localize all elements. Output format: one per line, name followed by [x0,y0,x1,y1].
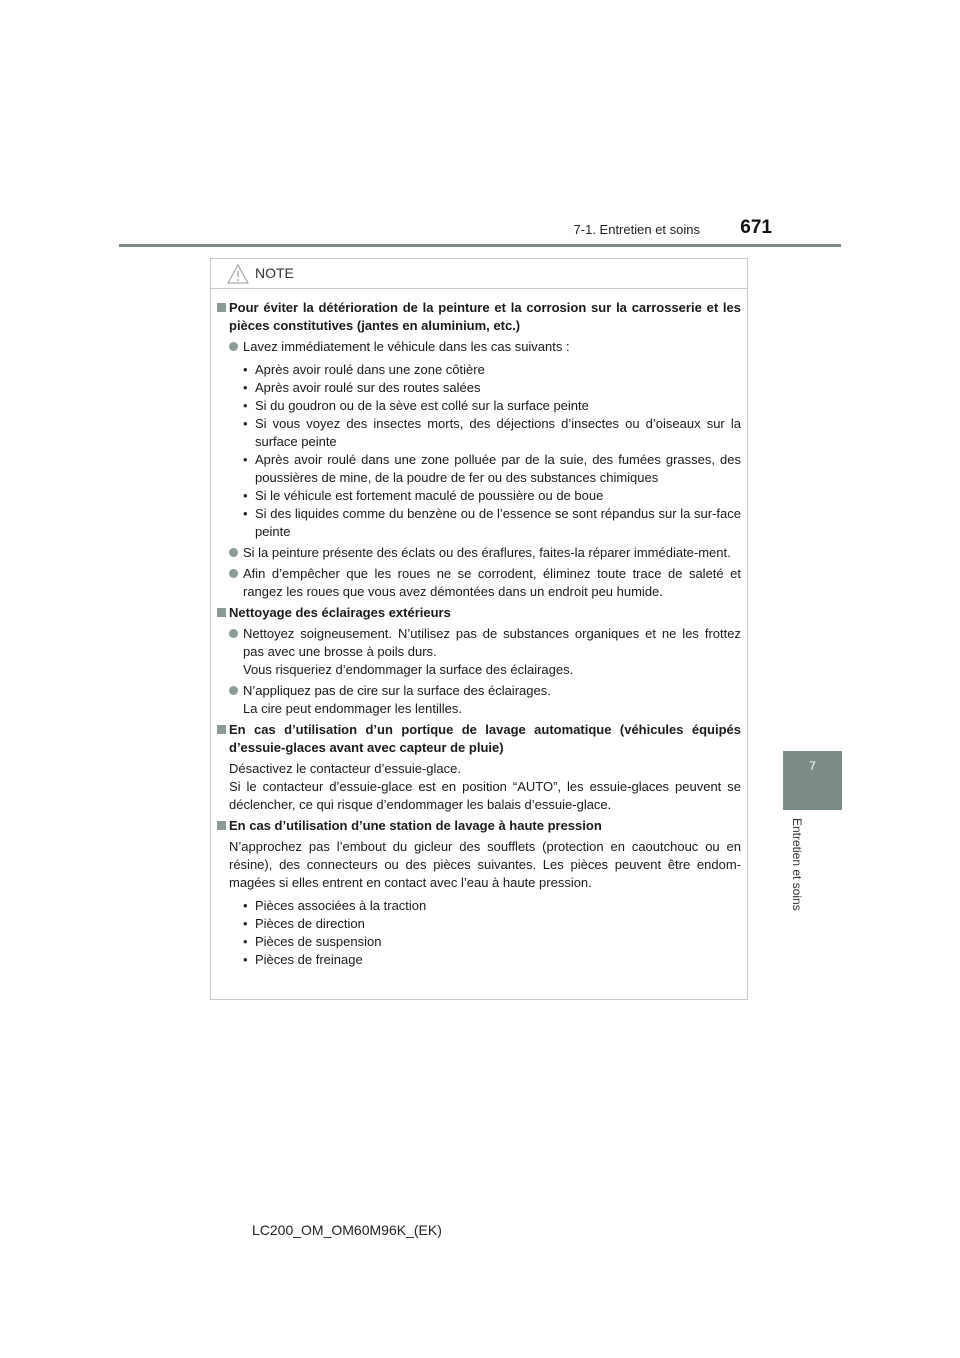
paragraph-text: Désactivez le contacteur d’essuie-glace. [229,761,461,776]
header-section-title: 7-1. Entretien et soins [573,222,700,237]
bullet-text: Nettoyez soigneusement. N’utilisez pas de substances organiques et ne les frottez pas avec une brosse à poils durs. [243,626,741,659]
paragraph [217,760,741,814]
square-bullet-icon [217,303,226,312]
bullet-item [217,338,741,356]
bullet-text: La cire peut endommager les lentilles. [243,701,462,716]
bullet-item [217,682,741,718]
note-title: NOTE [255,265,294,281]
page-number: 671 [740,217,772,238]
list-item: • Pièces de direction [217,915,741,933]
list-item: • Si vous voyez des insectes morts, des déjections d’insectes ou d’oiseaux sur la surface peinte [217,415,741,451]
square-bullet-icon [217,725,226,734]
header-rule [119,244,841,247]
section-heading [217,299,741,335]
note-header [211,259,747,289]
section-heading [217,604,741,622]
section-heading-text: En cas d’utilisation d’une station de lavage à haute pression [229,818,602,833]
note-body [217,299,741,972]
list-item: • Après avoir roulé dans une zone polluée par de la suie, des fumées grasses, des poussières de mine, de la poudre de fer ou des substances chimiques [217,451,741,487]
chapter-number: 7 [809,759,816,773]
bullet-item [217,544,741,562]
round-bullet-icon [229,342,238,351]
square-bullet-icon [217,608,226,617]
list-item: • Si le véhicule est fortement maculé de poussière ou de boue [217,487,741,505]
list-item: • Pièces de suspension [217,933,741,951]
paragraph-text: Si le contacteur d’essuie-glace est en position “AUTO”, les essuie-glaces peuvent se déclencher, ce qui risque d’endommager les balais d’essuie-glace. [229,779,741,812]
bullet-item [217,625,741,679]
sub-list [217,897,741,969]
list-item: • Si des liquides comme du benzène ou de l’essence se sont répandus sur la sur-face peinte [217,505,741,541]
list-item: • Après avoir roulé dans une zone côtière [217,361,741,379]
list-item: • Pièces associées à la traction [217,897,741,915]
paragraph: N’approchez pas l’embout du gicleur des soufflets (protection en caoutchouc ou en résine), des connecteurs ou des pièces suivantes. Les pièces peuvent être endom-magées si elles entrent en contact avec l’eau à haute pression. [229,839,741,890]
section-heading-text: En cas d’utilisation d’un portique de lavage automatique (véhicules équipés d’essuie-glaces avant avec capteur de pluie) [229,722,741,755]
bullet-text: Lavez immédiatement le véhicule dans les cas suivants : [243,339,570,354]
bullet-text: Si la peinture présente des éclats ou des éraflures, faites-la réparer immédiate-ment. [243,545,731,560]
bullet-item [217,565,741,601]
list-item: • Après avoir roulé sur des routes salées [217,379,741,397]
list-item: • Si du goudron ou de la sève est collé sur la surface peinte [217,397,741,415]
round-bullet-icon [229,569,238,578]
chapter-tab [783,751,842,810]
sub-list [217,361,741,541]
section-heading [217,721,741,757]
round-bullet-icon [229,548,238,557]
list-item: • Pièces de freinage [217,951,741,969]
section-heading [217,817,741,835]
section-heading-text: Nettoyage des éclairages extérieurs [229,605,451,620]
note-box [210,258,748,1000]
round-bullet-icon [229,686,238,695]
bullet-text: N’appliquez pas de cire sur la surface des éclairages. [243,683,551,698]
bullet-text: Afin d’empêcher que les roues ne se corrodent, éliminez toute trace de saleté et rangez les roues que vous avez démontées dans un endroit peu humide. [243,566,741,599]
round-bullet-icon [229,629,238,638]
warning-triangle-icon [227,264,249,284]
section-heading-text: Pour éviter la détérioration de la peinture et la corrosion sur la carrosserie et les pièces constitutives (jantes en aluminium, etc.) [229,300,741,333]
chapter-side-label: Entretien et soins [790,818,804,911]
square-bullet-icon [217,821,226,830]
bullet-text: Vous risqueriez d’endommager la surface des éclairages. [243,662,574,677]
footer-document-code: LC200_OM_OM60M96K_(EK) [252,1222,442,1238]
